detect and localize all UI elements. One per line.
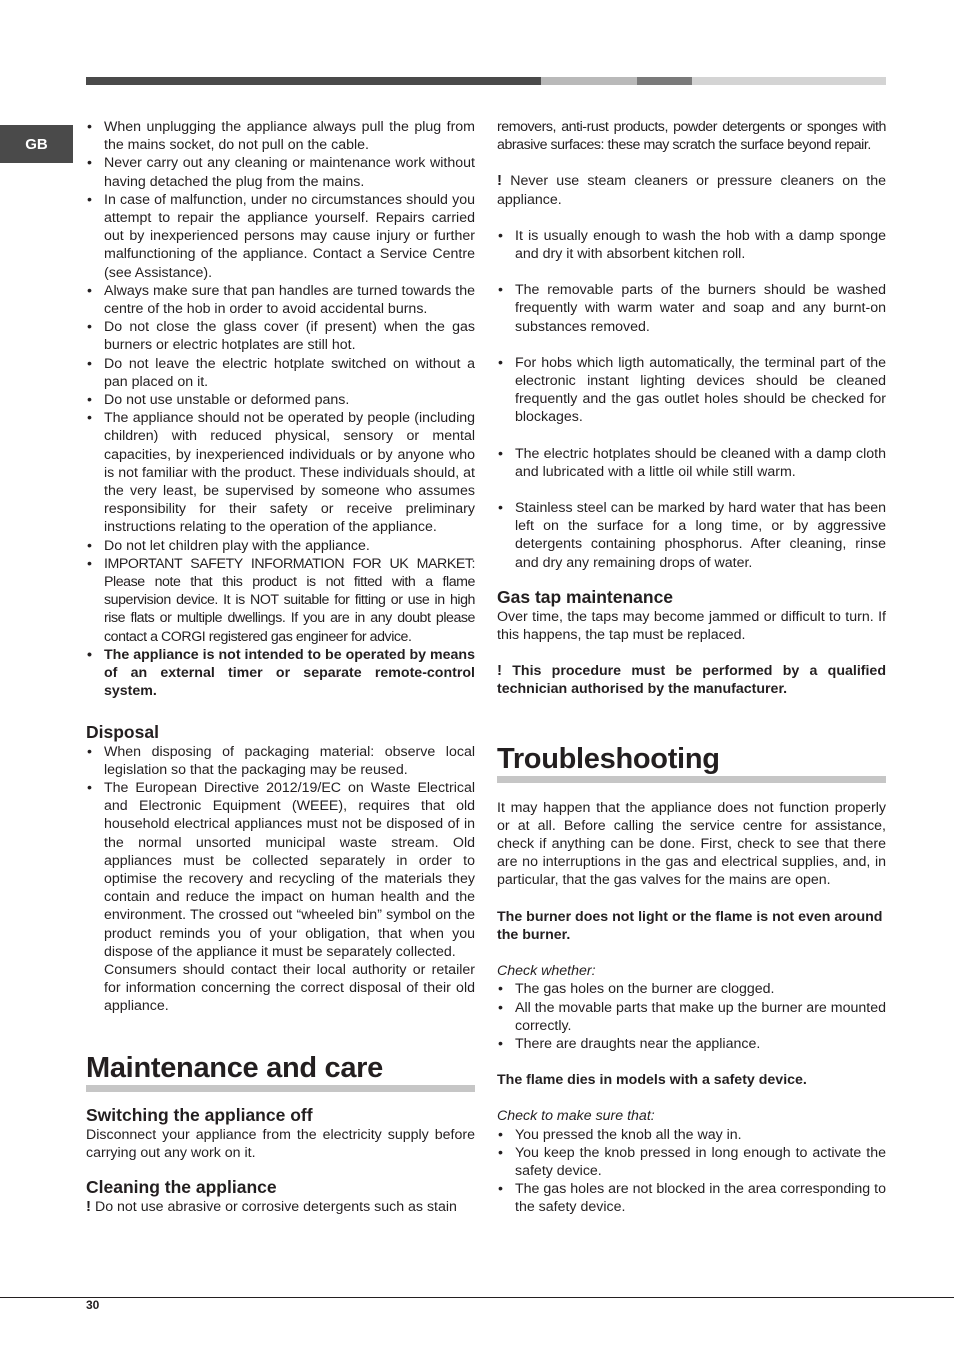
safety-item: • The appliance should not be operated by people (including children) with reduced physical, sensory or mental capacities, by inexperienced individuals or by anyone who is not familiar with the product. These individuals should, at the very least, be supervised by someone who assumes responsibility for their safety or receive preliminary instructions relating to the operation of the appliance.	[86, 409, 475, 536]
disposal-list	[86, 743, 475, 961]
cleaning-item: • For hobs which ligth automatically, the terminal part of the electronic instant lighting devices should be cleaned frequently and the gas outlet holes should be checked for blockages.	[497, 354, 886, 427]
gas-tap-text: Over time, the taps may become jammed or difficult to turn. If this happens, the tap must be replaced.	[497, 608, 886, 644]
cleaning-item: • The electric hotplates should be cleaned with a damp cloth and lubricated with a little oil while still warm.	[497, 445, 886, 481]
language-tab: GB	[0, 125, 73, 163]
problem1-title: The burner does not light or the flame is not even around the burner.	[497, 908, 883, 943]
troubleshooting-intro: It may happen that the appliance does not function properly or at all. Before calling the service centre for assistance, check if anything can be done. First, check to see that there are no interruptions in the gas and electrical supplies, and, in particular, that the gas valves for the mains are open.	[497, 799, 886, 889]
safety-item: • Do not leave the electric hotplate switched on without a pan placed on it.	[86, 355, 475, 391]
switching-text: Disconnect your appliance from the electricity supply before carrying out any work on it.	[86, 1126, 475, 1161]
header-bar-light	[541, 77, 637, 85]
cleaning-warning	[86, 1198, 475, 1216]
cleaning-item: • It is usually enough to wash the hob with a damp sponge and dry it with absorbent kitchen roll.	[497, 227, 886, 263]
problem2-check: Check to make sure that:	[497, 1108, 655, 1125]
problem2-item: • You pressed the knob all the way in.	[497, 1126, 886, 1144]
header-bar-mid	[637, 77, 692, 85]
warning-icon: !	[497, 172, 502, 190]
problem1-item: • All the movable parts that make up the burner are mounted correctly.	[497, 999, 886, 1035]
troubleshooting-title: Troubleshooting	[497, 743, 886, 783]
safety-item: • In case of malfunction, under no circumstances should you attempt to repair the appliance yourself. Repairs carried out by inexperienced persons may cause injury or further malfunctioning of the appliance. Contact a Service Centre (see Assistance).	[86, 191, 475, 282]
safety-item-uk-market: • IMPORTANT SAFETY INFORMATION FOR UK MARKET: Please note that this product is not fitted with a flame supervision device. It is NOT suitable for fitting or use in high rise flats or multiple dwellings. If you are in any doubt please contact a CORGI registered gas engineer for advice.	[86, 555, 475, 646]
maintenance-title: Maintenance and care	[86, 1052, 475, 1092]
problem2-title: The flame dies in models with a safety device.	[497, 1072, 807, 1089]
cleaning-heading: Cleaning the appliance	[86, 1176, 277, 1197]
problem1-item: • The gas holes on the burner are clogged.	[497, 980, 886, 998]
disposal-note: Consumers should contact their local authority or retailer for information concerning the correct disposal of their old appliance.	[104, 961, 475, 1015]
problem2-list	[497, 1126, 886, 1217]
qualified-warning	[497, 662, 886, 698]
header-bar-dark	[86, 77, 541, 85]
safety-item: • Do not let children play with the appliance.	[86, 537, 475, 555]
left-column	[86, 118, 475, 1216]
page-number: 30	[86, 1298, 100, 1312]
safety-item: • When unplugging the appliance always pull the plug from the mains socket, do not pull on the cable.	[86, 118, 475, 154]
safety-item: • Do not use unstable or deformed pans.	[86, 391, 475, 409]
cleaning-list	[497, 227, 886, 572]
disposal-item: • When disposing of packaging material: observe local legislation so that the packaging may be reused.	[86, 743, 475, 779]
header-bar-pale	[692, 77, 886, 85]
gas-tap-heading: Gas tap maintenance	[497, 586, 674, 607]
warning-icon: !	[497, 662, 502, 680]
safety-item-timer: • The appliance is not intended to be operated by means of an external timer or separate remote-control system.	[86, 646, 475, 701]
qualified-warning-text: This procedure must be performed by a qualified technician authorised by the manufacturer.	[497, 663, 886, 698]
warning-icon: !	[86, 1197, 91, 1215]
switching-heading: Switching the appliance off	[86, 1104, 313, 1125]
problem1-item: • There are draughts near the appliance.	[497, 1035, 886, 1053]
problem1-check: Check whether:	[497, 963, 596, 980]
footer-rule	[0, 1297, 954, 1298]
problem2-item: • You keep the knob pressed in long enough to activate the safety device.	[497, 1144, 886, 1180]
safety-item: • Always make sure that pan handles are turned towards the centre of the hob in order to avoid accidental burns.	[86, 282, 475, 318]
problem1-list	[497, 980, 886, 1053]
safety-item: • Do not close the glass cover (if present) when the gas burners or electric hotplates are still hot.	[86, 318, 475, 354]
right-column	[497, 118, 886, 1217]
cleaning-continued-text: removers, anti-rust products, powder detergents or sponges with abrasive surfaces: these may scratch the surface beyond repair.	[497, 119, 886, 154]
safety-item: • Never carry out any cleaning or maintenance work without having detached the plug from the mains.	[86, 154, 475, 190]
steam-warning	[497, 172, 886, 208]
problem2-item: • The gas holes are not blocked in the area corresponding to the safety device.	[497, 1180, 886, 1216]
safety-list	[86, 118, 475, 701]
cleaning-item: • The removable parts of the burners should be washed frequently with warm water and soap and any burnt-on substances removed.	[497, 281, 886, 336]
cleaning-item: • Stainless steel can be marked by hard water that has been left on the surface for a long time, or by aggressive detergents containing phosphorus. After cleaning, rinse and dry any remaining drops of water.	[497, 499, 886, 572]
cleaning-warning-text: Do not use abrasive or corrosive detergents such as stain	[94, 1198, 457, 1215]
disposal-heading: Disposal	[86, 721, 159, 742]
disposal-item: • The European Directive 2012/19/EC on Waste Electrical and Electronic Equipment (WEEE), requires that old household electrical appliances must not be disposed of in the normal unsorted municipal waste stream. Old appliances must be collected separately in order to optimise the recovery and recycling of the materials they contain and reduce the impact on human health and the environment. The crossed out “wheeled bin” symbol on the product reminds you of your obligation, that when you dispose of the appliance it must be separately collected.	[86, 779, 475, 961]
steam-warning-text: Never use steam cleaners or pressure cleaners on the appliance.	[497, 173, 886, 208]
